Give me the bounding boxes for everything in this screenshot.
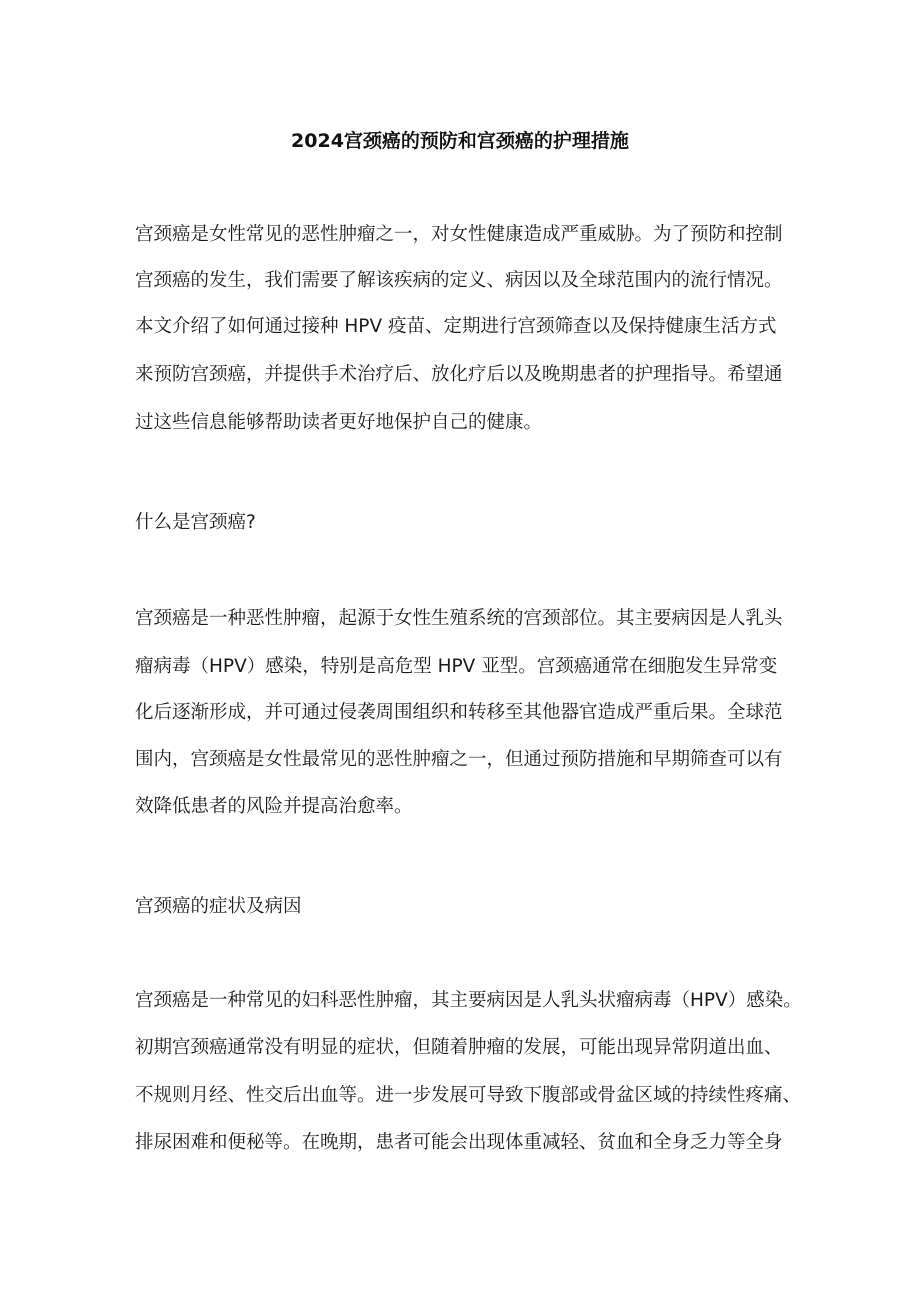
- document-title: 2024宫颈癌的预防和宫颈癌的护理措施: [291, 130, 629, 152]
- paragraph-line: 化后逐渐形成，并可通过侵袭周围组织和转移至其他器官造成严重后果。全球范: [135, 702, 783, 723]
- section-heading: 什么是宫颈癌?: [135, 512, 256, 533]
- paragraph-line: 宫颈癌是一种常见的妇科恶性肿瘤，其主要病因是人乳头状瘤病毒（HPV）感染。: [135, 990, 802, 1011]
- paragraph-line: 宫颈癌是女性常见的恶性肿瘤之一，对女性健康造成严重威胁。为了预防和控制: [135, 224, 783, 245]
- section-heading: 宫颈癌的症状及病因: [135, 896, 302, 917]
- paragraph-line: 来预防宫颈癌，并提供手术治疗后、放化疗后以及晚期患者的护理指导。希望通: [135, 364, 783, 385]
- paragraph-line: 本文介绍了如何通过接种 HPV 疫苗、定期进行宫颈筛查以及保持健康生活方式: [135, 316, 777, 337]
- paragraph-line: 宫颈癌是一种恶性肿瘤，起源于女性生殖系统的宫颈部位。其主要病因是人乳头: [135, 608, 783, 629]
- paragraph-line: 瘤病毒（HPV）感染，特别是高危型 HPV 亚型。宫颈癌通常在细胞发生异常变: [135, 656, 778, 677]
- paragraph-line: 围内，宫颈癌是女性最常见的恶性肿瘤之一，但通过预防措施和早期筛查可以有: [135, 749, 783, 770]
- paragraph-line: 排尿困难和便秘等。在晚期，患者可能会出现体重减轻、贫血和全身乏力等全身: [135, 1132, 783, 1153]
- paragraph-line: 初期宫颈癌通常没有明显的症状，但随着肿瘤的发展，可能出现异常阴道出血、: [135, 1037, 783, 1058]
- paragraph-line: 效降低患者的风险并提高治愈率。: [135, 796, 413, 817]
- paragraph-line: 过这些信息能够帮助读者更好地保护自己的健康。: [135, 412, 543, 433]
- paragraph-line: 不规则月经、性交后出血等。进一步发展可导致下腹部或骨盆区域的持续性疼痛、: [135, 1085, 802, 1106]
- paragraph-line: 宫颈癌的发生，我们需要了解该疾病的定义、病因以及全球范围内的流行情况。: [135, 270, 783, 291]
